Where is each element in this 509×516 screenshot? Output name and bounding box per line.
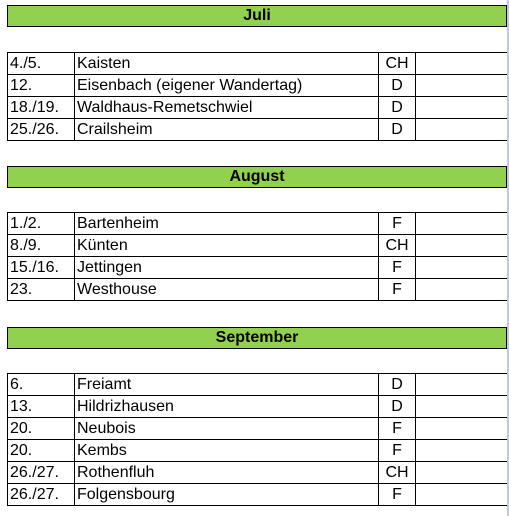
- place-cell: Crailsheim: [75, 119, 379, 141]
- table-row: [8, 440, 508, 462]
- table-row: [8, 462, 508, 484]
- place-cell: Kaisten: [75, 53, 379, 75]
- empty-cell: [416, 396, 508, 418]
- events-table-juli: [7, 52, 508, 141]
- empty-cell: [416, 235, 508, 257]
- country-cell: D: [379, 119, 416, 141]
- table-row: [8, 484, 508, 506]
- date-cell: 26./27.: [8, 462, 75, 484]
- month-title: August: [229, 168, 285, 185]
- date-cell: 23.: [8, 279, 75, 301]
- place-cell: Bartenheim: [75, 213, 379, 235]
- empty-cell: [416, 418, 508, 440]
- empty-cell: [416, 279, 508, 301]
- table-row: [8, 213, 508, 235]
- empty-cell: [416, 213, 508, 235]
- date-cell: 18./19.: [8, 97, 75, 119]
- table-row: [8, 97, 508, 119]
- country-cell: F: [379, 418, 416, 440]
- empty-cell: [416, 75, 508, 97]
- empty-cell: [416, 53, 508, 75]
- country-cell: CH: [379, 53, 416, 75]
- events-table-august: [7, 212, 508, 301]
- country-cell: D: [379, 97, 416, 119]
- empty-cell: [416, 119, 508, 141]
- country-cell: F: [379, 484, 416, 506]
- place-cell: Rothenfluh: [75, 462, 379, 484]
- table-row: [8, 257, 508, 279]
- month-header-august: [7, 166, 507, 188]
- table-row: [8, 235, 508, 257]
- empty-cell: [416, 440, 508, 462]
- table-row: [8, 396, 508, 418]
- country-cell: F: [379, 440, 416, 462]
- date-cell: 25./26.: [8, 119, 75, 141]
- table-row: [8, 418, 508, 440]
- place-cell: Jettingen: [75, 257, 379, 279]
- month-header-juli: [7, 5, 507, 27]
- date-cell: 4./5.: [8, 53, 75, 75]
- place-cell: Westhouse: [75, 279, 379, 301]
- date-cell: 8./9.: [8, 235, 75, 257]
- place-cell: Hildrizhausen: [75, 396, 379, 418]
- country-cell: D: [379, 396, 416, 418]
- country-cell: D: [379, 75, 416, 97]
- country-cell: F: [379, 257, 416, 279]
- date-cell: 20.: [8, 418, 75, 440]
- empty-cell: [416, 462, 508, 484]
- place-cell: Folgensbourg: [75, 484, 379, 506]
- place-cell: Freiamt: [75, 374, 379, 396]
- date-cell: 13.: [8, 396, 75, 418]
- place-cell: Waldhaus-Remetschwiel: [75, 97, 379, 119]
- empty-cell: [416, 257, 508, 279]
- date-cell: 20.: [8, 440, 75, 462]
- empty-cell: [416, 484, 508, 506]
- place-cell: Eisenbach (eigener Wandertag): [75, 75, 379, 97]
- place-cell: Kembs: [75, 440, 379, 462]
- place-cell: Künten: [75, 235, 379, 257]
- empty-cell: [416, 97, 508, 119]
- country-cell: CH: [379, 462, 416, 484]
- month-title: September: [215, 329, 299, 346]
- country-cell: F: [379, 279, 416, 301]
- empty-cell: [416, 374, 508, 396]
- table-row: [8, 119, 508, 141]
- table-row: [8, 374, 508, 396]
- date-cell: 26./27.: [8, 484, 75, 506]
- table-row: [8, 279, 508, 301]
- date-cell: 12.: [8, 75, 75, 97]
- events-table-september: [7, 373, 508, 506]
- date-cell: 1./2.: [8, 213, 75, 235]
- country-cell: F: [379, 213, 416, 235]
- month-title: Juli: [243, 7, 271, 24]
- date-cell: 6.: [8, 374, 75, 396]
- place-cell: Neubois: [75, 418, 379, 440]
- country-cell: D: [379, 374, 416, 396]
- month-header-september: [7, 327, 507, 349]
- country-cell: CH: [379, 235, 416, 257]
- table-row: [8, 53, 508, 75]
- date-cell: 15./16.: [8, 257, 75, 279]
- table-row: [8, 75, 508, 97]
